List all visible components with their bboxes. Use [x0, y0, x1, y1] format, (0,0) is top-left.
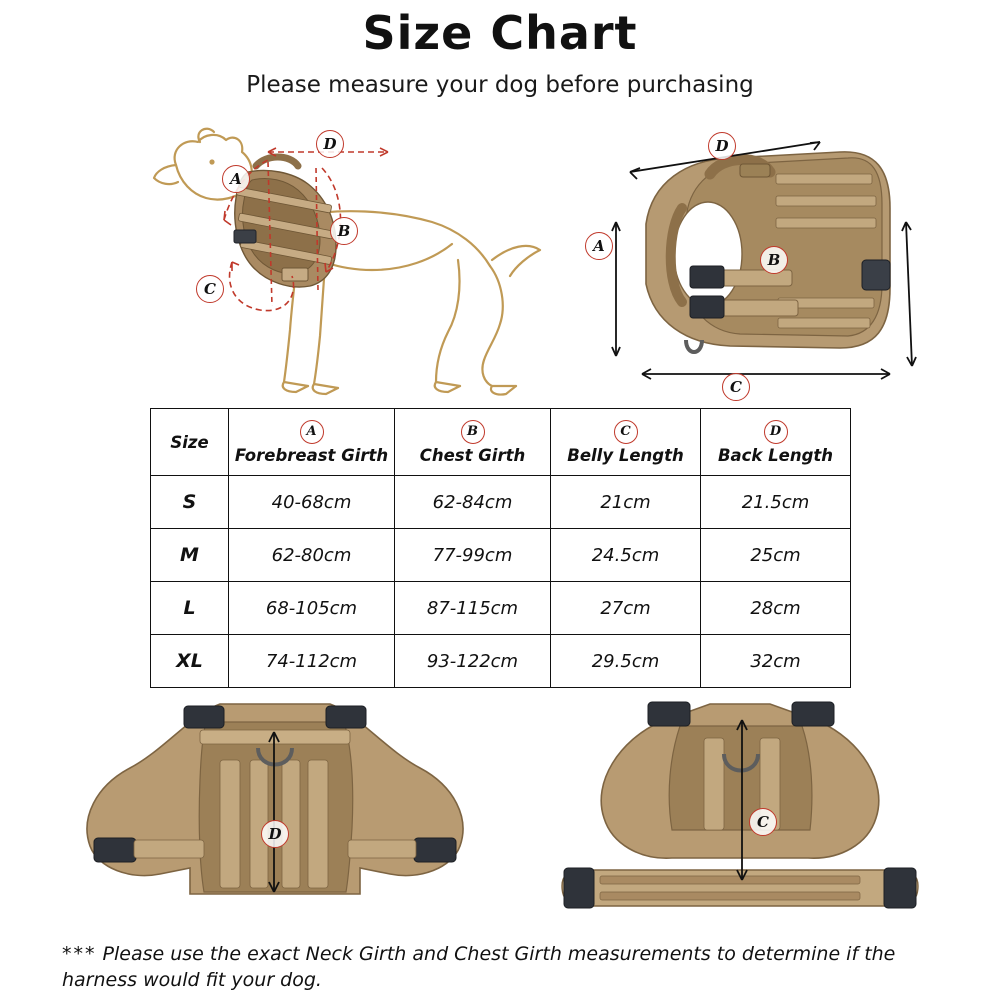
diagram-badge-c-belly: C [749, 808, 777, 836]
diagram-badge-a-front: A [585, 232, 613, 260]
table-header-belly-label: Belly Length [567, 445, 684, 465]
cell-chest-girth: 87-115cm [395, 582, 551, 635]
cell-belly-length: 27cm [551, 582, 701, 635]
diagram-badge-c-side: C [196, 275, 224, 303]
cell-size: XL [151, 635, 229, 688]
table-header-size-label: Size [170, 432, 209, 452]
cell-size: M [151, 529, 229, 582]
header-badge-d-icon: D [764, 420, 788, 444]
size-table [150, 408, 851, 688]
diagram-badge-b-side: B [330, 217, 358, 245]
cell-back-length: 28cm [701, 582, 851, 635]
page-title: Size Chart [362, 6, 638, 60]
diagram-badge-c-front: C [722, 373, 750, 401]
cell-forebreast-girth: 74-112cm [229, 635, 395, 688]
footnote-text: Please use the exact Neck Girth and Chest Girth measurements to determine if the harness would fit your dog. [62, 943, 896, 991]
diagram-badge-a-side: A [222, 165, 250, 193]
cell-chest-girth: 77-99cm [395, 529, 551, 582]
page-subtitle: Please measure your dog before purchasing [246, 72, 754, 98]
size-table-container [150, 408, 850, 688]
header-badge-b-icon: B [461, 420, 485, 444]
diagram-badge-d-front: D [708, 132, 736, 160]
table-header-belly-length [551, 409, 701, 476]
footnote [62, 942, 942, 993]
cell-forebreast-girth: 62-80cm [229, 529, 395, 582]
table-header-back-label: Back Length [717, 445, 834, 465]
table-header-forebreast-girth [229, 409, 395, 476]
table-header-forebreast-label: Forebreast Girth [234, 445, 389, 465]
harness-belly-illustration [520, 668, 960, 928]
table-row [151, 582, 851, 635]
table-header-back-length [701, 409, 851, 476]
table-row [151, 476, 851, 529]
harness-flat-back-illustration [60, 668, 490, 928]
cell-belly-length: 29.5cm [551, 635, 701, 688]
footnote-stars: *** [62, 943, 97, 965]
header-badge-c-icon: C [614, 420, 638, 444]
cell-back-length: 32cm [701, 635, 851, 688]
diagram-badge-d-side: D [316, 130, 344, 158]
cell-chest-girth: 62-84cm [395, 476, 551, 529]
cell-size: S [151, 476, 229, 529]
dog-side-view-illustration [140, 110, 560, 400]
cell-forebreast-girth: 40-68cm [229, 476, 395, 529]
table-header-chest-label: Chest Girth [419, 445, 526, 465]
cell-chest-girth: 93-122cm [395, 635, 551, 688]
cell-forebreast-girth: 68-105cm [229, 582, 395, 635]
cell-back-length: 21.5cm [701, 476, 851, 529]
table-row [151, 529, 851, 582]
cell-size: L [151, 582, 229, 635]
cell-belly-length: 21cm [551, 476, 701, 529]
header-badge-a-icon: A [300, 420, 324, 444]
table-header-chest-girth [395, 409, 551, 476]
table-header-row [151, 409, 851, 476]
cell-belly-length: 24.5cm [551, 529, 701, 582]
cell-back-length: 25cm [701, 529, 851, 582]
table-header-size [151, 409, 229, 476]
diagram-badge-b-front: B [760, 246, 788, 274]
diagram-badge-d-flat: D [261, 820, 289, 848]
